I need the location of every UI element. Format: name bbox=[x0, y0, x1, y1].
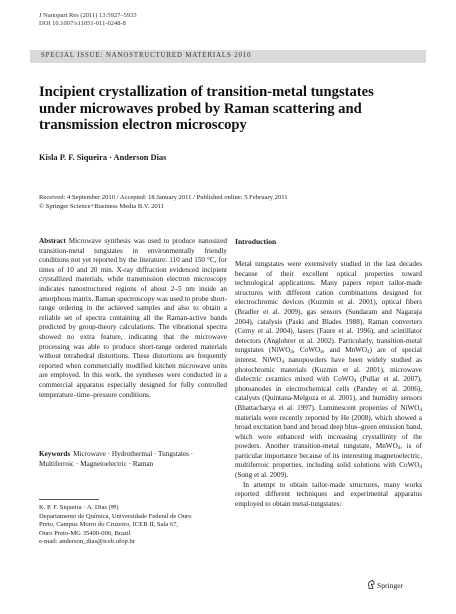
footnote-divider bbox=[39, 499, 99, 500]
keywords-text: Microwave · Hydrothermal · Tungstates · Multiferroic · Magnetoelectric · Raman bbox=[39, 450, 194, 468]
affiliation-email: e-mail: anderson_dias@iceb.ufop.br bbox=[39, 538, 135, 546]
affiliation-department: Departamento de Química, Universidade Federal de Ouro bbox=[39, 512, 192, 520]
springer-knight-icon bbox=[367, 580, 375, 589]
paper-title: Incipient crystallization of transition-metal tungstates under microwaves probed by Raman scattering and transmission electron microscopy bbox=[39, 84, 374, 134]
authors: Kisla P. F. Siqueira · Anderson Dias bbox=[39, 153, 167, 162]
intro-paragraph-1: Metal tungstates were extensively studied in the last decades because of their excellent optical properties toward technological applications. Many papers report tailor-made structures with different cation combinations designed for electrochromic devices (Kuzmin et al. 2001), optical fibers (Bradler et al. 2009), gas sensors (Sundaram and Nagaraja 2004), catalysis (Paski and Blades 1988), Raman converters (Cerny et al. 2004), lasers (Faure et al. 1996), and scintillator detectors (Anglohrer et al. 2002). Particularly, transition-metal tungstates (NiWO$_4$, CoWO$_4$, and MnWO$_4$) are of special interest. NiWO$_4$ nanopowders have been widely studied as photochromic materials (Kuzmin et al. 2001), microwave dielectric ceramics mixed with CoWO$_4$ (Pullar et al. 2007), photoanodes in electrochemical cells (Pandey et al. 2006), catalysts (Quintana-Melgoza et al. 2001), and humidity sensors (Bhattacharya et al. 1997). Luminescent properties of NiWO$_4$ materials were recently reported by He (2008), which showed a broad excitation band and broad deep blue–green emission band, which were enhanced with increasing crystallinity of the powders. Another transition-metal tungstate, MnWO$_4$, is of particular importance because of its interesting magnetoelectric, multiferroic properties, including solid solutions with CoWO$_4$ (Song et al. 2009). bbox=[235, 260, 422, 480]
journal-citation bbox=[39, 12, 137, 28]
journal-reference: J Nanopart Res (2011) 13:5927–5933 bbox=[39, 12, 137, 19]
publisher-name: Springer bbox=[377, 581, 404, 590]
affiliation-campus: Preto, Campus Morro do Cruzeiro, ICEB II, Sala 67, bbox=[39, 521, 179, 529]
copyright-line: © Springer Science+Business Media B.V. 2011 bbox=[39, 203, 165, 210]
abstract-text: Microwave synthesis was used to produce nanosized transition-metal tungstates in environmentally friendly conditions not yet reported by the literature: 110 and 150 °C, for times of 10 and 20 min. X-ray diffraction evidenced incipient crystallized materials, while transmission electron microscopy indicates nanostructured regions of about 2–5 nm inside an amorphous matrix. Raman spectroscopy was used to probe short-range ordering in the achieved samples and also to obtain a reliable set of spectra containing all the Raman-active bands predicted by group-theory calculations. The vibrational spectra showed no extra feature, indicating that the microwave processing was able to produce short-range ordered materials without tetrahedral distortions. These distortions are frequently reported when commercially modified kitchen microwave units are employed. In this work, the syntheses were conducted in a commercial apparatus especially designed for fully controlled temperature–time–pressure conditions. bbox=[39, 237, 227, 399]
introduction-body bbox=[235, 260, 422, 509]
author-affiliation bbox=[39, 504, 227, 547]
special-issue-banner bbox=[30, 50, 426, 63]
intro-paragraph-2: In attempt to obtain tailor-made structures, many works reported different techniques and experimental apparatus employed to obtain metal-tungstates: bbox=[235, 480, 422, 508]
keywords-label: Keywords bbox=[39, 450, 71, 458]
doi: DOI 10.1007/s11051-011-0248-8 bbox=[39, 20, 126, 27]
keywords bbox=[39, 450, 227, 469]
special-issue-label: SPECIAL ISSUE: NANOSTRUCTURED MATERIALS 2010 bbox=[41, 52, 252, 59]
section-heading-introduction: Introduction bbox=[235, 237, 277, 246]
abstract bbox=[39, 237, 227, 400]
publication-dates bbox=[39, 193, 288, 211]
affiliation-city: Ouro Preto-MG 35400-000, Brazil bbox=[39, 529, 131, 537]
publisher-logo bbox=[367, 580, 403, 590]
dates-line: Received: 4 September 2010 / Accepted: 18 January 2011 / Published online: 5 February 2011 bbox=[39, 194, 288, 201]
affiliation-authors: K. P. F. Siqueira · A. Dias (✉) bbox=[39, 504, 119, 511]
abstract-label: Abstract bbox=[39, 237, 66, 245]
